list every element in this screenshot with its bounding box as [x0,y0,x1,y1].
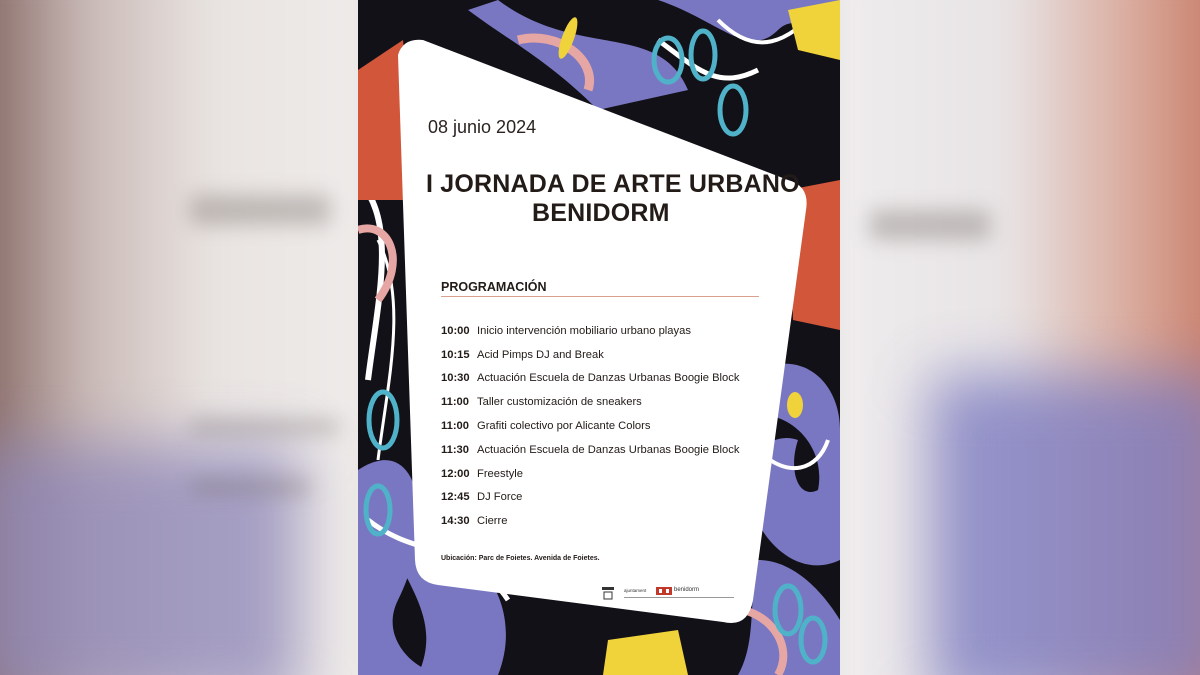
schedule-item [441,414,739,438]
blur-ghost-text [190,420,340,434]
poster-content [358,0,840,675]
event-date: 08 junio 2024 [428,117,537,137]
schedule-item [441,319,739,343]
schedule-list [441,319,739,533]
logo-divider [624,597,734,598]
schedule-time: 14:30 [441,515,470,528]
benidorm-label: benidorm [674,587,700,593]
schedule-item [441,509,739,533]
event-location: Ubicación: Parc de Foietes. Avenida de Foietes. [441,555,600,562]
schedule-item [441,486,739,510]
programme-heading: PROGRAMACIÓN [441,280,759,297]
schedule-time: 11:00 [441,420,469,433]
schedule-activity: Inicio intervención mobiliario urbano playas [477,324,691,337]
schedule-activity: Cierre [477,515,508,528]
schedule-item [441,390,739,414]
blur-ghost-text [870,210,990,240]
ajuntament-label: ajuntament [624,588,647,593]
schedule-activity: DJ Force [477,491,523,504]
schedule-activity: Freestyle [477,467,524,480]
crest-logo-icon [600,587,616,601]
blur-ghost-text [190,195,330,225]
schedule-activity: Acid Pimps DJ and Break [477,348,604,361]
event-poster [358,0,840,675]
sponsor-logos [600,585,700,605]
schedule-item [441,438,739,462]
schedule-time: 12:45 [441,491,470,504]
ajuntament-benidorm-logo [624,585,734,603]
schedule-time: 12:00 [441,467,470,480]
schedule-item [441,367,739,391]
schedule-time: 11:30 [441,443,469,456]
building-logo-icon [656,585,672,595]
schedule-item [441,462,739,486]
blur-ghost-text [190,480,310,494]
schedule-time: 11:00 [441,396,469,409]
event-title-line1: I JORNADA DE ARTE URBANO [426,170,800,198]
blur-bottom-right [930,375,1200,675]
schedule-time: 10:00 [441,324,470,337]
schedule-activity: Taller customización de sneakers [477,396,642,409]
schedule-time: 10:15 [441,348,470,361]
schedule-time: 10:30 [441,372,470,385]
schedule-activity: Grafiti colectivo por Alicante Colors [477,420,651,433]
schedule-item [441,343,739,367]
schedule-activity: Actuación Escuela de Danzas Urbanas Boogie Block [477,372,740,385]
event-title-line2: BENIDORM [532,199,670,227]
schedule-activity: Actuación Escuela de Danzas Urbanas Boogie Block [477,443,740,456]
